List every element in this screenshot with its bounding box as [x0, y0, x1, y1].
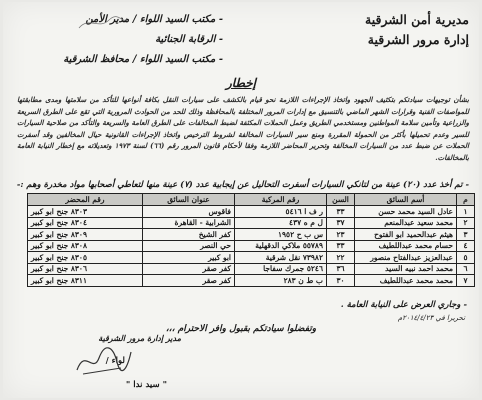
- signatory-rank: لواء /: [105, 356, 125, 366]
- cell-report-number: ٨٣٠٦ جنح ابو كبير: [28, 263, 143, 275]
- col-header-driver-address: عنوان السائق: [143, 194, 235, 206]
- table-row: [28, 217, 475, 229]
- cell-driver-name: محمد سعيد عبدالمنعم: [355, 217, 457, 229]
- cell-report-number: ٨٣٠٨ جنح ابو كبير: [28, 240, 143, 252]
- drivers-table: [27, 193, 475, 287]
- handwritten-signature-icon: [73, 340, 133, 380]
- signatory-name: " سيد ندا ": [125, 380, 167, 390]
- cc-item: - مكتب السيد اللواء / محافظ الشرقية: [63, 54, 223, 65]
- cell-driver-name: عادل السيد محمد حسن: [355, 206, 457, 218]
- directorate-name: مديرية أمن الشرقية: [365, 12, 469, 27]
- cc-item: - مكتب السيد اللواء / مدير الأمن: [85, 14, 223, 25]
- table-header-row: [28, 194, 475, 206]
- cell-driver-address: كفر صقر: [143, 263, 235, 275]
- col-header-index: م: [457, 194, 475, 206]
- cell-report-number: ٨٣١١ جنح ابو كبير: [28, 275, 143, 287]
- cell-driver-name: محمد محمد عبداللطيف: [355, 275, 457, 287]
- table-row: [28, 263, 475, 275]
- cell-age: ٣٧: [327, 217, 355, 229]
- cell-report-number: ٨٣٠٥ جنح ابو كبير: [28, 252, 143, 264]
- cell-driver-address: حي النصر: [143, 240, 235, 252]
- cell-index: ١: [457, 206, 475, 218]
- col-header-age: السن: [327, 194, 355, 206]
- cell-driver-name: هيثم عبدالحميد ابو الفتوح: [355, 229, 457, 241]
- document-title: إخطار: [225, 76, 257, 90]
- cell-age: ٣٠: [327, 275, 355, 287]
- cell-index: ٦: [457, 263, 475, 275]
- col-header-vehicle-number: رقم المركبة: [235, 194, 327, 206]
- cell-age: ٣٣: [327, 240, 355, 252]
- department-name: إدارة مرور الشرقية: [367, 32, 469, 47]
- cell-index: ٣: [457, 229, 475, 241]
- prosecution-note: - وجاري العرض على النيابة العامة .: [340, 300, 467, 310]
- cell-index: ٧: [457, 275, 475, 287]
- table-row: [28, 229, 475, 241]
- cell-vehicle-number: ب ط ن ٢٨٣: [235, 275, 327, 287]
- table-row: [28, 240, 475, 252]
- table-row: [28, 252, 475, 264]
- cell-driver-address: فاقوس: [143, 206, 235, 218]
- cell-report-number: ٨٣٠٩ جنح ابو كبير: [28, 229, 143, 241]
- cell-age: ٢٢: [327, 252, 355, 264]
- col-header-driver-name: أسم السائق: [355, 194, 457, 206]
- table-row: [28, 206, 475, 218]
- cell-report-number: ٨٣٠٤ جنح ابو كبير: [28, 217, 143, 229]
- cell-vehicle-number: ر ف ا ٥٤١٦: [235, 206, 327, 218]
- signatory-title: مدير إدارة مرور الشرقية: [98, 333, 181, 343]
- issue-date: تحريرا في ٢٠١٤/٤/٢٣م: [397, 314, 465, 322]
- cell-index: ٥: [457, 252, 475, 264]
- letterhead: [365, 10, 469, 50]
- cell-driver-address: ابو كبير: [143, 252, 235, 264]
- cell-vehicle-number: ل م ه ٤٣٧: [235, 217, 327, 229]
- cell-driver-name: محمد احمد نبيه السيد: [355, 263, 457, 275]
- table-row: [28, 275, 475, 287]
- cell-driver-address: الشرابية - القاهرة: [143, 217, 235, 229]
- cell-vehicle-number: ٧٣٩٨٢ نقل شرقية: [235, 252, 327, 264]
- cell-driver-name: حسام محمد عبداللطيف: [355, 240, 457, 252]
- cell-index: ٢: [457, 217, 475, 229]
- cell-age: ٣٣: [327, 206, 355, 218]
- cell-report-number: ٨٣٠٣ جنح ابو كبير: [28, 206, 143, 218]
- body-paragraph: بشأن توجيهات سيادتكم بتكثيف الجهود واتخاذ الإجراءات اللازمة نحو قيام بالكشف على سيارات النقل بكافة أنواعها للتأكد من سلامتها ومدى مطابقتها للمواصفات الفنية وقرارات الشهر الماضي بالتنسيق مع إدارات المرور المختلفة بالمحافظة وذلك للحد من الحوادث المرورية التي تقع على الطرق السريعة والزراعية وتأمين سلامة المواطنين ومستخدمي الطريق وعمل الحملات المكثفة لضبط المخالفات على الطرق العامة والسريعة والتأكد من صلاحية السيارات للسير وعدم تحميلها بأكثر من الحمولة المقررة ومنع سير السيارات المخالفة لشروط الترخيص واتخاذ الإجراءات القانونية حيال المخالفين وقد أسفرت الحملات عن ضبط عدد من السيارات المخالفة وتحرير المحاضر اللازمة وفقا لأحكام قانون المرور رقم (٦٦) لسنة ١٩٧٣ وتعديلاته مع إخطار النيابة العامة بالمخالفات.: [17, 95, 470, 162]
- cc-item: - الرقابة الجنائية: [155, 34, 223, 45]
- cell-vehicle-number: س ب ح ١٩٥٢: [235, 229, 327, 241]
- closing-line: وتفضلوا سيادتكم بقبول وافر الاحترام ،،،: [165, 324, 317, 334]
- cell-index: ٤: [457, 240, 475, 252]
- cell-vehicle-number: ٥٥٧٨٩ ملاكي الدقهلية: [235, 240, 327, 252]
- table-caption: - تم أخذ عدد (٢٠) عينة من لتانكي السيارات أسفرت التحاليل عن إيجابية عدد (٧) عينة منها لتعاطي أصحابها مواد مخدرة وهم :-: [16, 180, 469, 190]
- cell-driver-address: كفر الشيخ: [143, 229, 235, 241]
- cell-driver-address: كفر صقر: [143, 275, 235, 287]
- cell-age: ٢٣: [327, 229, 355, 241]
- cell-vehicle-number: ٥٢٤٦ جمرك سفاجا: [235, 263, 327, 275]
- cell-age: ٣٦: [327, 263, 355, 275]
- document-page: [3, 2, 479, 398]
- handwritten-mark-icon: [75, 12, 129, 34]
- cell-driver-name: عبدالعزيز عبدالفتاح منصور: [355, 252, 457, 264]
- col-header-report-number: رقم المحضر: [28, 194, 143, 206]
